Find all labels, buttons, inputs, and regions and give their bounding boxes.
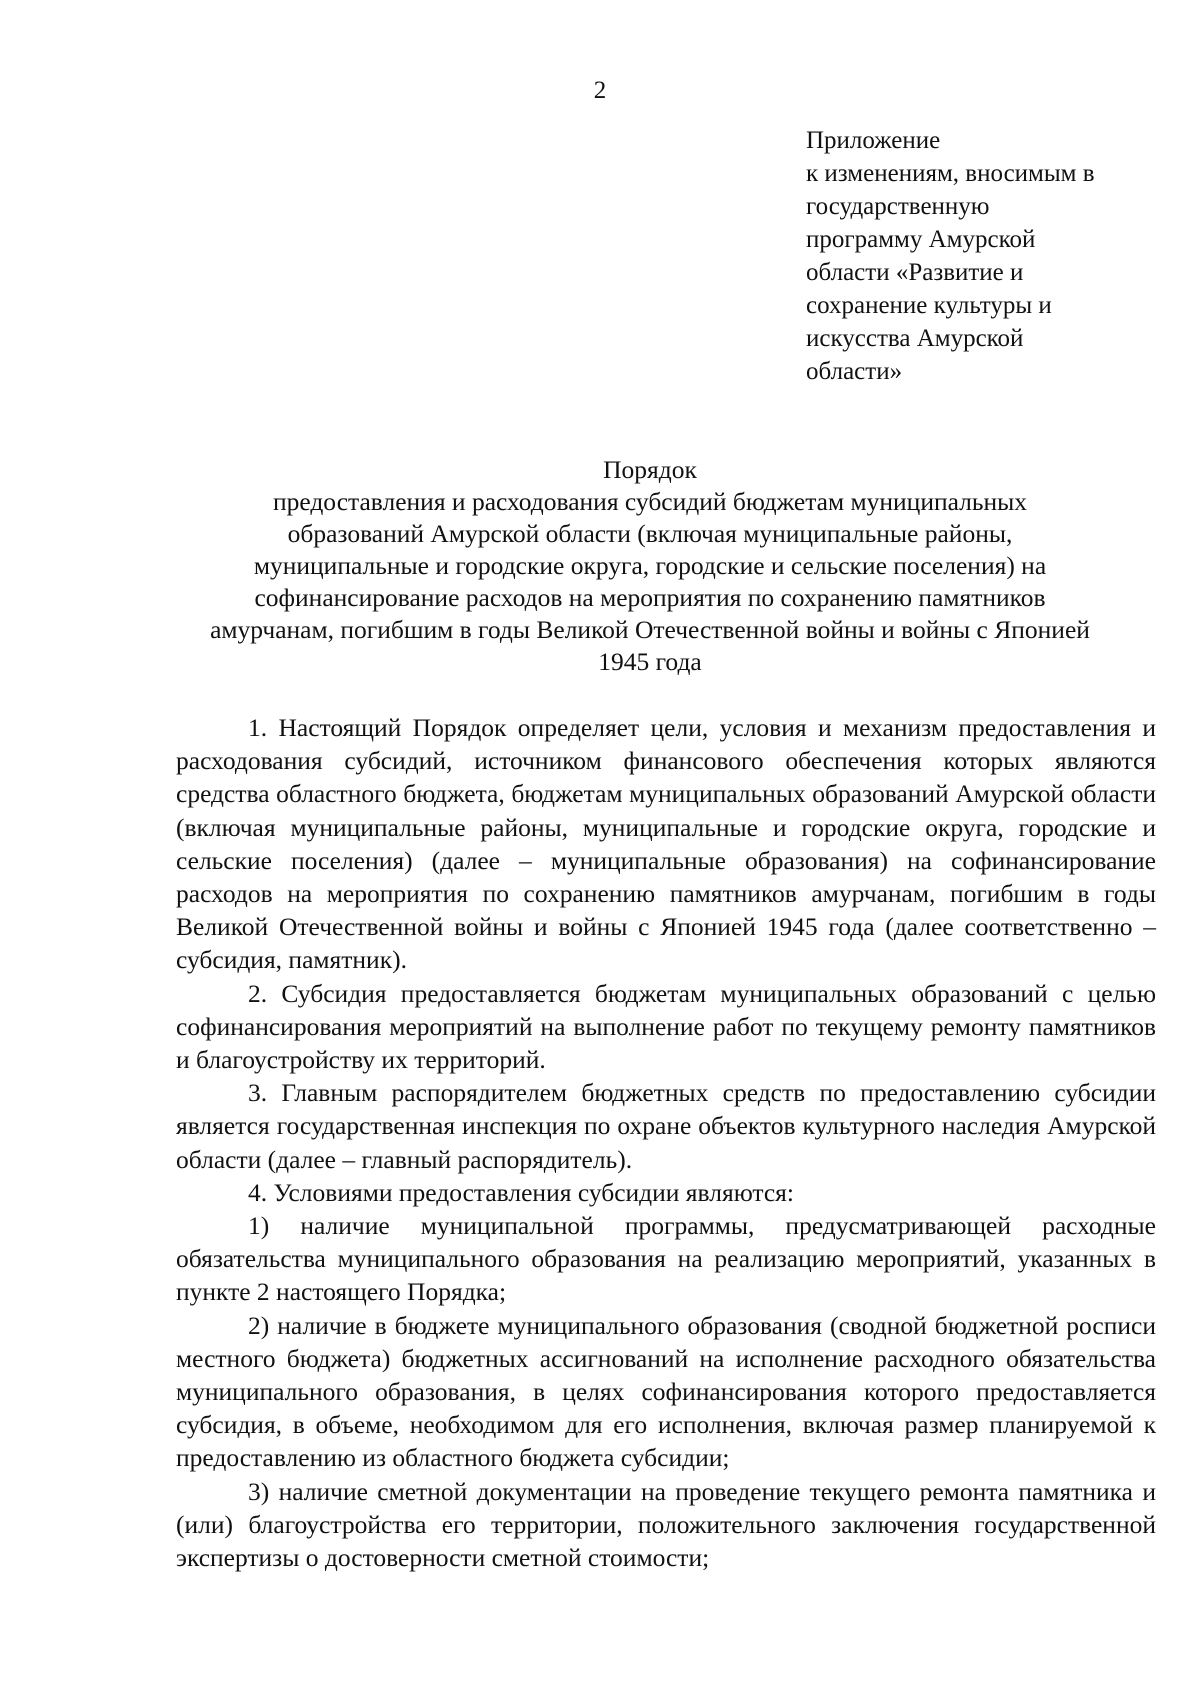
title-line: предоставления и расходования субсидий бюджетам муниципальных [272,487,1028,516]
condition-2: 2) наличие в бюджете муниципального образования (сводной бюджетной росписи местного бюджета) бюджетных ассигнований на исполнение расходного обязательства муниципального образования, в целях софинансирования которого предоставляется субсидия, в объеме, необходимом для его исполнения, включая размер планируемой к предоставлению из областного бюджета субсидии; [176,1310,1156,1473]
document-body [176,711,1156,1574]
appendix-line: к изменениям, вносимым в [806,160,1095,187]
condition-3: 3) наличие сметной документации на проведение текущего ремонта памятника и (или) благоустройства его территории, положительного заключения государственной экспертизы о достоверности сметной стоимости; [176,1476,1156,1573]
title-line: софинансирование расходов на мероприятия по сохранению памятников [254,583,1046,612]
title-line: амурчанам, погибшим в годы Великой Отечественной войны и войны с Японией [210,615,1090,644]
appendix-line: искусства Амурской [806,325,1024,352]
condition-1: 1) наличие муниципальной программы, предусматривающей расходные обязательства муниципального образования на реализацию мероприятий, указанных в пункте 2 настоящего Порядка; [176,1211,1156,1307]
appendix-line: области» [806,358,903,385]
page-number: 2 [593,77,607,104]
appendix-line: государственную [806,193,990,220]
appendix-line: сохранение культуры и [806,292,1052,319]
document-title [150,454,1150,678]
paragraph-2: 2. Субсидия предоставляется бюджетам муниципальных образований с целью софинансирования мероприятий на выполнение работ по текущему ремонту памятников и благоустройству их территорий. [176,978,1156,1075]
title-line: муниципальные и городские округа, городские и сельские поселения) на [253,551,1047,580]
paragraph-1: 1. Настоящий Порядок определяет цели, условия и механизм предоставления и расходования субсидий, источником финансового обеспечения которых являются средства областного бюджета, бюджетам муниципальных образований Амурской области (включая муниципальные районы, муниципальные и городские округа, городские и сельские поселения) (далее – муниципальные образования) на софинансирование расходов на мероприятия по сохранению памятников амурчанам, погибшим в годы Великой Отечественной войны и войны с Японией 1945 года (далее соответственно – субсидия, памятник). [176,713,1156,975]
title-heading: Порядок [603,455,697,484]
appendix-block [806,124,1166,388]
appendix-line: программу Амурской [806,226,1036,253]
paragraph-3: 3. Главным распорядителем бюджетных средств по предоставлению субсидии является государственная инспекция по охране объектов культурного наследия Амурской области (далее – главный распорядитель). [176,1078,1156,1174]
appendix-line: Приложение [806,127,941,154]
title-line: 1945 года [598,647,702,676]
appendix-line: области «Развитие и [806,259,1024,286]
paragraph-4: 4. Условиями предоставления субсидии являются: [248,1177,794,1207]
title-line: образований Амурской области (включая муниципальные районы, [287,519,1013,548]
